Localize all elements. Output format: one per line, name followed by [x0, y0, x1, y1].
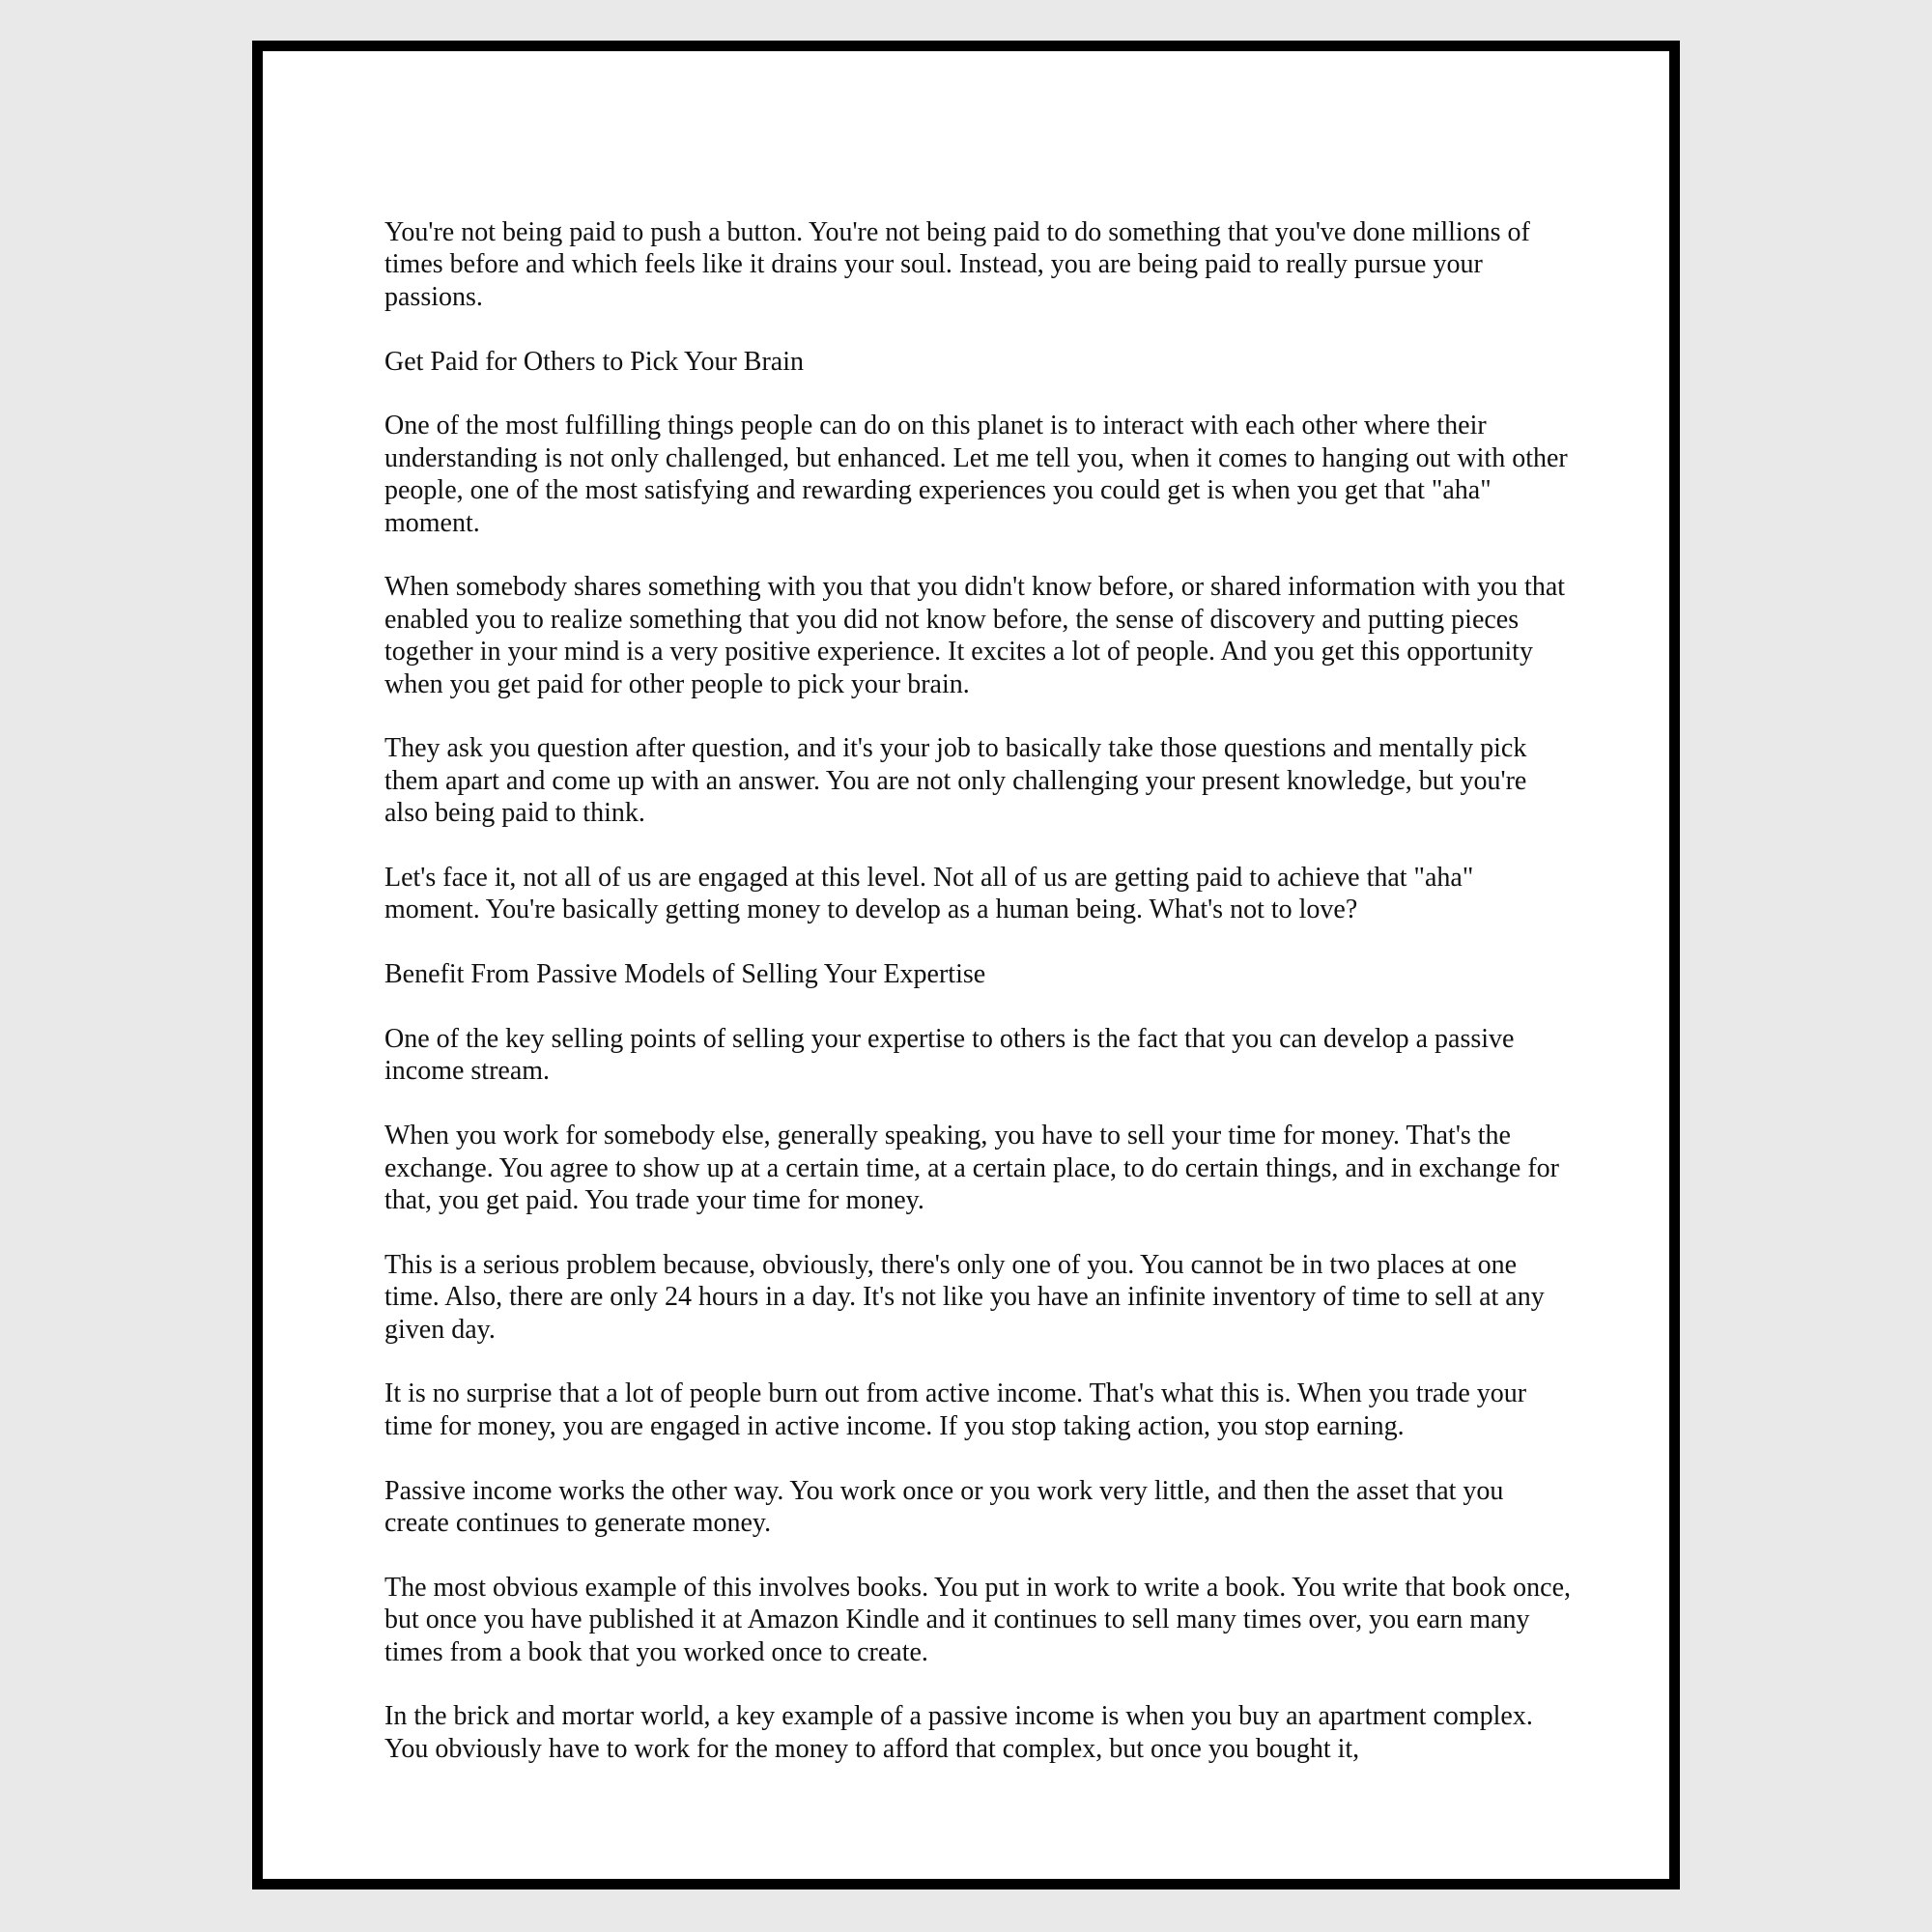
paragraph: You're not being paid to push a button. You're not being paid to do something that you've done millions of times before and which feels like it drains your soul. Instead, you are being paid to really pursue your passions. — [384, 217, 1530, 312]
paragraph: When you work for somebody else, generally speaking, you have to sell your time for money. That's the exchange. You agree to show up at a certain time, at a certain place, to do certain things, and in exchange for that, you get paid. You trade your time for money. — [384, 1121, 1559, 1216]
paragraph: They ask you question after question, and it's your job to basically take those questions and mentally pick them apart and come up with an answer. You are not only challenging your present knowledge, but you're also being paid to think. — [384, 733, 1527, 829]
section-heading: Get Paid for Others to Pick Your Brain — [384, 346, 804, 377]
paragraph: In the brick and mortar world, a key example of a passive income is when you buy an apartment complex. You obviously have to work for the money to afford that complex, but once you bought it, — [384, 1701, 1533, 1764]
paragraph: Let's face it, not all of us are engaged at this level. Not all of us are getting paid to achieve that "aha" moment. You're basically getting money to develop as a human being. What's not to love? — [384, 863, 1474, 925]
paragraph: Passive income works the other way. You work once or you work very little, and then the asset that you create continues to generate money. — [384, 1475, 1504, 1539]
section-heading: Benefit From Passive Models of Selling Your Expertise — [384, 959, 986, 990]
document-page — [252, 41, 1680, 1889]
paragraph: One of the key selling points of selling your expertise to others is the fact that you can develop a passive income stream. — [384, 1024, 1515, 1087]
page-content — [384, 216, 1573, 1798]
paragraph: The most obvious example of this involves books. You put in work to write a book. You write that book once, but once you have published it at Amazon Kindle and it continues to sell many times over, you earn many times from a book that you worked once to create. — [384, 1572, 1572, 1667]
paragraph: It is no surprise that a lot of people burn out from active income. That's what this is. When you trade your time for money, you are engaged in active income. If you stop taking action, you stop earning. — [384, 1378, 1527, 1441]
paragraph: This is a serious problem because, obviously, there's only one of you. You cannot be in two places at one time. Also, there are only 24 hours in a day. It's not like you have an infinite inventory of time to sell at any given day. — [384, 1249, 1545, 1345]
paragraph: When somebody shares something with you that you didn't know before, or shared information with you that enabled you to realize something that you did not know before, the sense of discovery and putting pieces together in your mind is a very positive experience. It excites a lot of people. And you get this opportunity when you get paid for other people to pick your brain. — [384, 572, 1566, 699]
paragraph: One of the most fulfilling things people can do on this planet is to interact with each other where their understanding is not only challenged, but enhanced. Let me tell you, when it comes to hanging out with other people, one of the most satisfying and rewarding experiences you could get is when you get that "aha" moment. — [384, 411, 1568, 538]
